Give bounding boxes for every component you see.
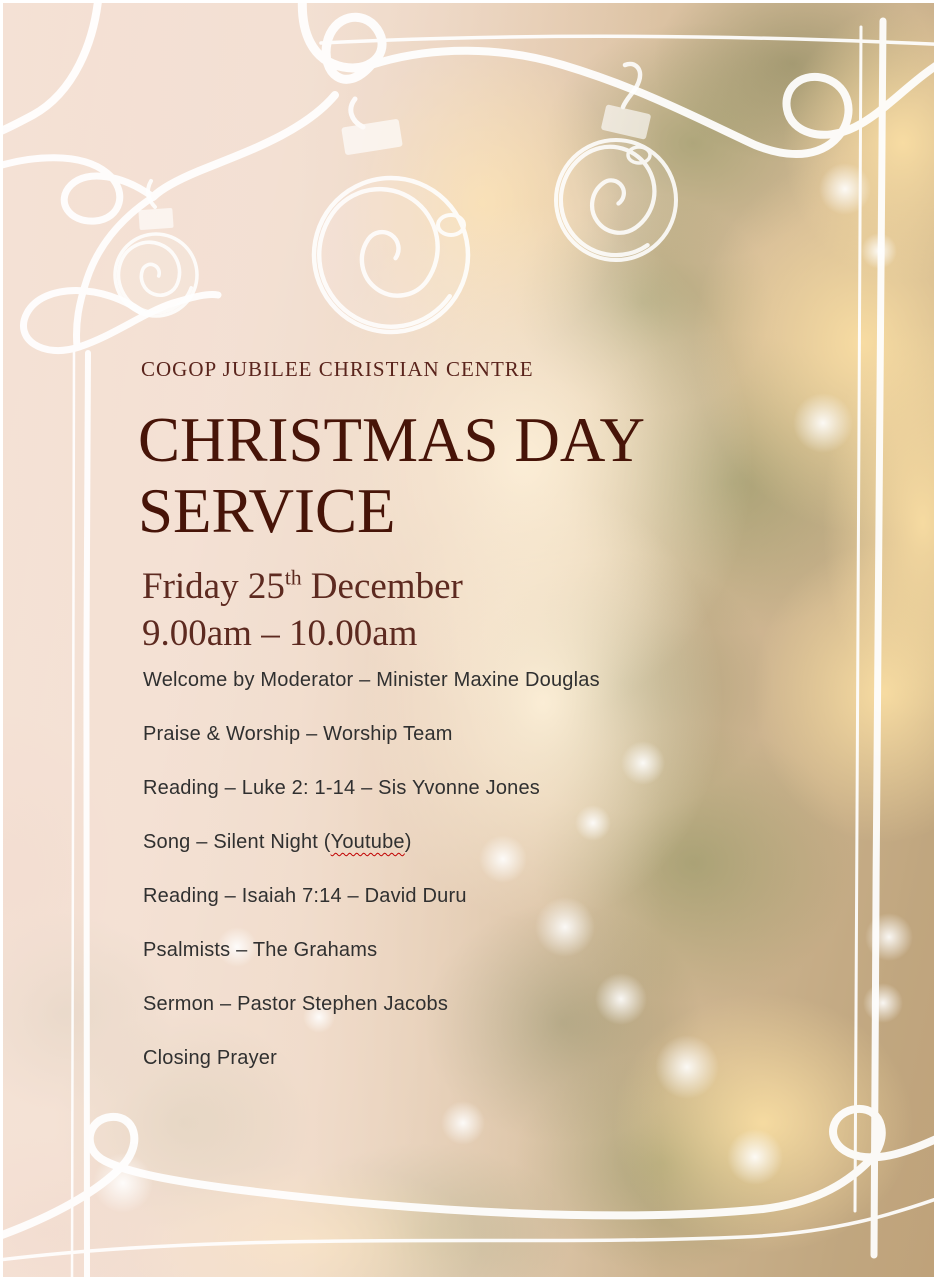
program-item-welcome: Welcome by Moderator – Minister Maxine Douglas	[143, 669, 600, 691]
event-title	[138, 405, 645, 547]
event-date-ordinal: th	[284, 565, 302, 590]
event-date-prefix: Friday 25	[142, 566, 285, 607]
program-item-praise-worship: Praise & Worship – Worship Team	[143, 723, 453, 745]
program-item-song	[143, 829, 600, 855]
flyer-poster	[3, 3, 934, 1277]
event-date-time	[142, 563, 463, 657]
program-item-sermon: Sermon – Pastor Stephen Jacobs	[143, 993, 449, 1015]
event-date	[142, 563, 463, 610]
program-item-reading-isaiah: Reading – Isaiah 7:14 – David Duru	[143, 885, 467, 907]
program-item-song-before: Song – Silent Night (	[143, 831, 331, 853]
event-title-line-2: SERVICE	[138, 476, 396, 546]
program-item-psalmists: Psalmists – The Grahams	[143, 939, 378, 961]
event-title-line-1: CHRISTMAS DAY	[138, 405, 646, 475]
program-list	[143, 667, 600, 1099]
program-item-closing-prayer: Closing Prayer	[143, 1047, 277, 1069]
event-time: 9.00am – 10.00am	[142, 613, 418, 654]
event-date-suffix: December	[301, 566, 463, 607]
program-item-song-after: )	[404, 831, 412, 853]
flyer-content	[3, 3, 934, 1277]
misspelled-word: Youtube	[330, 831, 405, 853]
organization-name: COGOP JUBILEE CHRISTIAN CENTRE	[141, 357, 534, 381]
program-item-reading-luke: Reading – Luke 2: 1-14 – Sis Yvonne Jones	[143, 777, 540, 799]
